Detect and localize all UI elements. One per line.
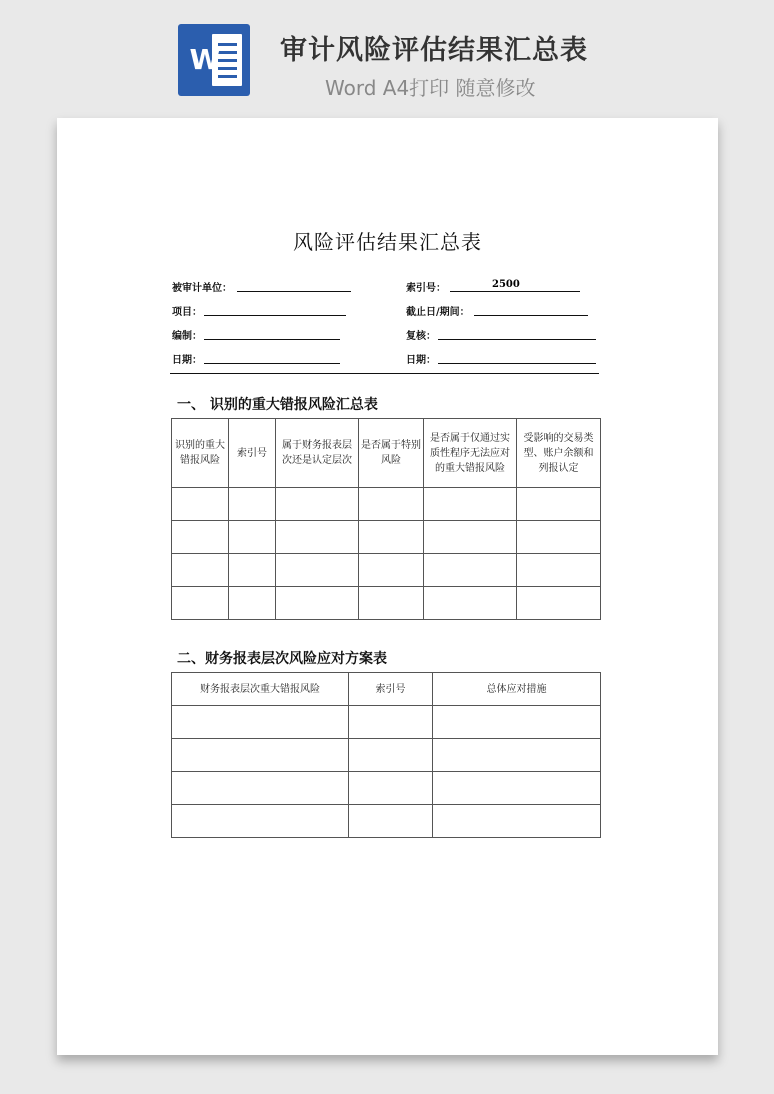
banner-title: 审计风险评估结果汇总表 xyxy=(280,35,588,66)
table-cell[interactable] xyxy=(229,554,276,587)
table-cell[interactable] xyxy=(172,739,349,772)
table-cell[interactable] xyxy=(276,587,359,620)
table-cell[interactable] xyxy=(172,554,229,587)
section1-title: 一、 识别的重大错报风险汇总表 xyxy=(177,397,378,413)
table-cell[interactable] xyxy=(424,488,517,521)
col-header-affected: 受影响的交易类型、账户余额和列报认定 xyxy=(517,419,601,488)
col-header-index: 索引号 xyxy=(349,673,433,706)
col-header-substantive: 是否属于仅通过实质性程序无法应对的重大错报风险 xyxy=(424,419,517,488)
col-header-index: 索引号 xyxy=(229,419,276,488)
table-cell[interactable] xyxy=(172,805,349,838)
col-header-response: 总体应对措施 xyxy=(433,673,601,706)
project-field[interactable] xyxy=(204,303,346,316)
table-cell[interactable] xyxy=(424,554,517,587)
table-cell[interactable] xyxy=(276,554,359,587)
table-header-row xyxy=(172,419,601,488)
prepared-field[interactable] xyxy=(204,327,340,340)
col-header-statement-risk: 财务报表层次重大错报风险 xyxy=(172,673,349,706)
table-cell[interactable] xyxy=(229,521,276,554)
word-icon-letter: W xyxy=(189,43,221,76)
table-header-row xyxy=(172,673,601,706)
table-row xyxy=(172,805,601,838)
table-row xyxy=(172,587,601,620)
period-label: 截止日/期间： xyxy=(406,307,470,318)
table-cell[interactable] xyxy=(433,739,601,772)
banner-subtitle: Word A4打印 随意修改 xyxy=(325,76,536,100)
table-cell[interactable] xyxy=(276,488,359,521)
auditee-label: 被审计单位： xyxy=(172,283,232,294)
table-cell[interactable] xyxy=(229,488,276,521)
table-cell[interactable] xyxy=(172,772,349,805)
review-field[interactable] xyxy=(438,327,596,340)
table-cell[interactable] xyxy=(424,521,517,554)
table-cell[interactable] xyxy=(229,587,276,620)
col-header-risk: 识别的重大错报风险 xyxy=(172,419,229,488)
index-field[interactable]: 2500 xyxy=(450,279,580,292)
table-cell[interactable] xyxy=(359,488,424,521)
table-row xyxy=(172,772,601,805)
table-row xyxy=(172,554,601,587)
prepared-label: 编制： xyxy=(172,331,202,342)
table-cell[interactable] xyxy=(433,772,601,805)
table-cell[interactable] xyxy=(359,554,424,587)
section2-title: 二、财务报表层次风险应对方案表 xyxy=(177,651,387,667)
col-header-level: 属于财务报表层次还是认定层次 xyxy=(276,419,359,488)
index-label: 索引号： xyxy=(406,283,446,294)
col-header-significant: 是否属于特别风险 xyxy=(359,419,424,488)
table-cell[interactable] xyxy=(349,739,433,772)
auditee-field[interactable] xyxy=(237,279,351,292)
table-cell[interactable] xyxy=(433,805,601,838)
header-divider xyxy=(170,373,599,374)
table-cell[interactable] xyxy=(424,587,517,620)
document-page xyxy=(57,118,718,1055)
date-label-right: 日期： xyxy=(406,355,436,366)
date-label-left: 日期： xyxy=(172,355,202,366)
date-field-right[interactable] xyxy=(438,351,596,364)
table-cell[interactable] xyxy=(172,587,229,620)
table-cell[interactable] xyxy=(349,805,433,838)
table-cell[interactable] xyxy=(517,554,601,587)
table-cell[interactable] xyxy=(349,706,433,739)
table-row xyxy=(172,488,601,521)
document-title: 风险评估结果汇总表 xyxy=(293,230,482,254)
table-cell[interactable] xyxy=(517,521,601,554)
word-icon xyxy=(178,24,250,96)
table-row xyxy=(172,521,601,554)
table-cell[interactable] xyxy=(349,772,433,805)
table-row xyxy=(172,739,601,772)
table-cell[interactable] xyxy=(517,587,601,620)
date-field-left[interactable] xyxy=(204,351,340,364)
header-banner xyxy=(0,0,774,118)
table-cell[interactable] xyxy=(359,587,424,620)
table-cell[interactable] xyxy=(359,521,424,554)
table-cell[interactable] xyxy=(172,488,229,521)
table-cell[interactable] xyxy=(517,488,601,521)
period-field[interactable] xyxy=(474,303,588,316)
table-cell[interactable] xyxy=(433,706,601,739)
risk-summary-table xyxy=(171,418,601,620)
project-label: 项目： xyxy=(172,307,202,318)
review-label: 复核： xyxy=(406,331,436,342)
table-cell[interactable] xyxy=(276,521,359,554)
table-cell[interactable] xyxy=(172,706,349,739)
table-row xyxy=(172,706,601,739)
response-plan-table xyxy=(171,672,601,838)
table-cell[interactable] xyxy=(172,521,229,554)
